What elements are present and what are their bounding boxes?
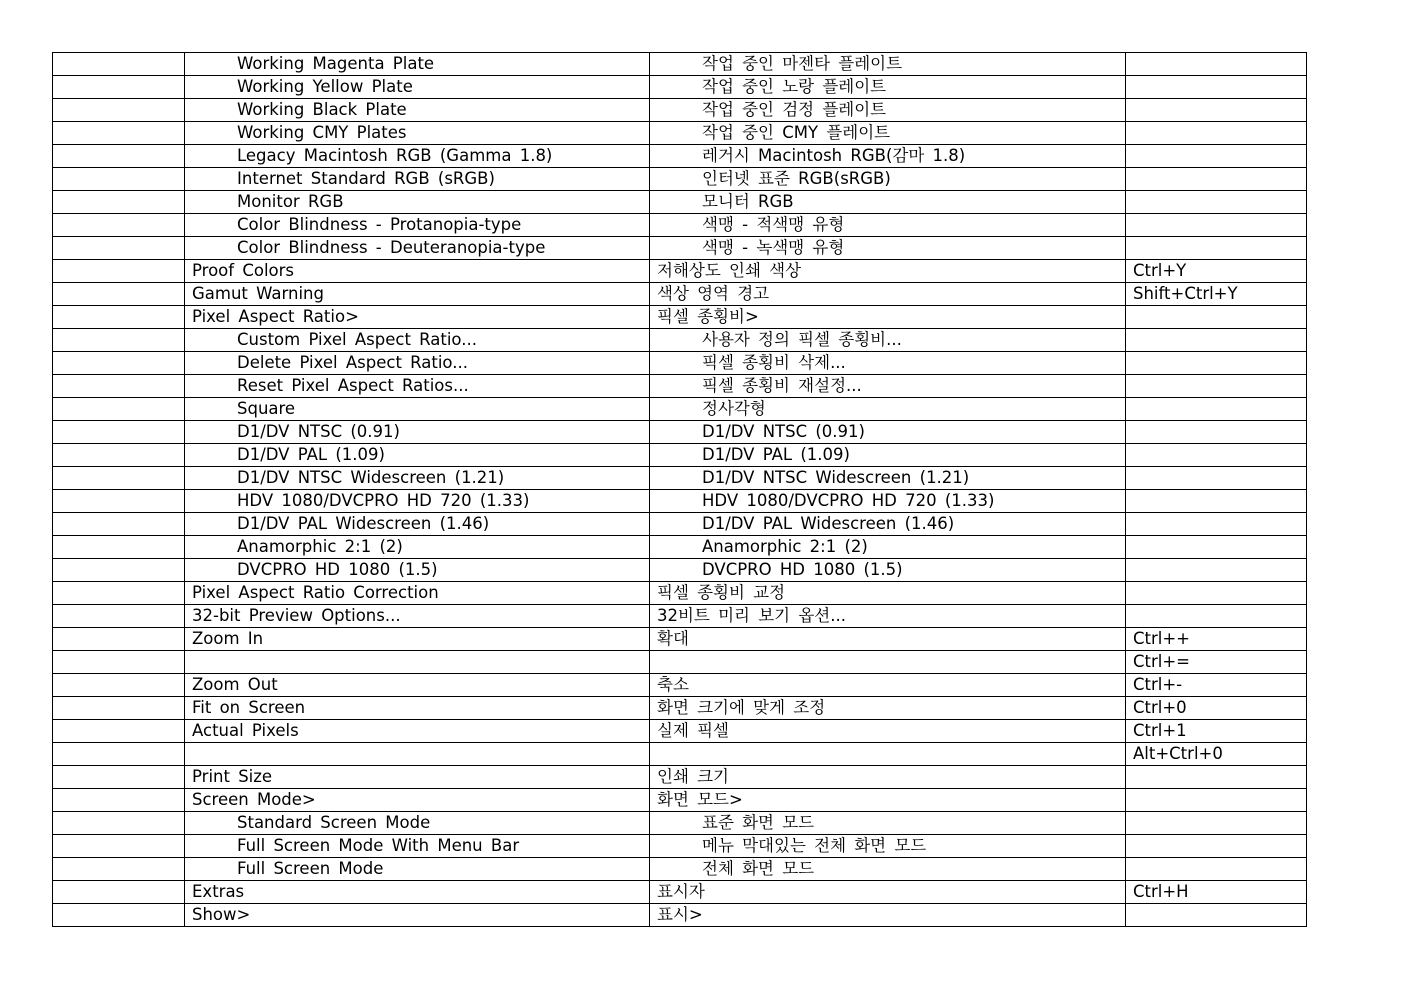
shortcut-cell: [1126, 352, 1307, 375]
korean-menu-item: [650, 651, 1126, 674]
blank-cell: [53, 398, 185, 421]
table-row: [53, 559, 1307, 582]
table-row: [53, 835, 1307, 858]
english-menu-item: Working Black Plate: [185, 99, 650, 122]
blank-cell: [53, 812, 185, 835]
shortcut-cell: Ctrl+H: [1126, 881, 1307, 904]
korean-menu-item: 색상 영역 경고: [650, 283, 1126, 306]
shortcut-cell: [1126, 467, 1307, 490]
english-menu-item: Color Blindness - Protanopia-type: [185, 214, 650, 237]
korean-menu-item: 표시자: [650, 881, 1126, 904]
english-menu-item: Pixel Aspect Ratio Correction: [185, 582, 650, 605]
english-menu-item: Legacy Macintosh RGB (Gamma 1.8): [185, 145, 650, 168]
table-row: [53, 628, 1307, 651]
english-menu-item: [185, 651, 650, 674]
english-menu-item: DVCPRO HD 1080 (1.5): [185, 559, 650, 582]
blank-cell: [53, 628, 185, 651]
blank-cell: [53, 329, 185, 352]
table-row: [53, 812, 1307, 835]
blank-cell: [53, 191, 185, 214]
table-row: [53, 145, 1307, 168]
blank-cell: [53, 582, 185, 605]
blank-cell: [53, 559, 185, 582]
english-menu-item: D1/DV NTSC (0.91): [185, 421, 650, 444]
korean-menu-item: 화면 크기에 맞게 조정: [650, 697, 1126, 720]
table-row: [53, 398, 1307, 421]
korean-menu-item: 픽셀 종횡비>: [650, 306, 1126, 329]
korean-menu-item: 저해상도 인쇄 색상: [650, 260, 1126, 283]
korean-menu-item: 인터넷 표준 RGB(sRGB): [650, 168, 1126, 191]
english-menu-item: 32-bit Preview Options...: [185, 605, 650, 628]
table-row: [53, 904, 1307, 927]
english-menu-item: Internet Standard RGB (sRGB): [185, 168, 650, 191]
english-menu-item: Proof Colors: [185, 260, 650, 283]
shortcut-cell: [1126, 99, 1307, 122]
blank-cell: [53, 605, 185, 628]
english-menu-item: Pixel Aspect Ratio>: [185, 306, 650, 329]
table-row: [53, 674, 1307, 697]
english-menu-item: Print Size: [185, 766, 650, 789]
english-menu-item: Anamorphic 2:1 (2): [185, 536, 650, 559]
english-menu-item: Full Screen Mode With Menu Bar: [185, 835, 650, 858]
korean-menu-item: 레거시 Macintosh RGB(감마 1.8): [650, 145, 1126, 168]
table-row: [53, 214, 1307, 237]
blank-cell: [53, 766, 185, 789]
table-row: [53, 168, 1307, 191]
english-menu-item: Zoom In: [185, 628, 650, 651]
english-menu-item: Monitor RGB: [185, 191, 650, 214]
english-menu-item: [185, 743, 650, 766]
blank-cell: [53, 352, 185, 375]
blank-cell: [53, 260, 185, 283]
blank-cell: [53, 53, 185, 76]
shortcut-cell: Ctrl+-: [1126, 674, 1307, 697]
shortcut-cell: [1126, 237, 1307, 260]
korean-menu-item: 축소: [650, 674, 1126, 697]
korean-menu-item: DVCPRO HD 1080 (1.5): [650, 559, 1126, 582]
shortcut-cell: [1126, 789, 1307, 812]
table-body: [53, 53, 1307, 927]
english-menu-item: HDV 1080/DVCPRO HD 720 (1.33): [185, 490, 650, 513]
korean-menu-item: D1/DV PAL Widescreen (1.46): [650, 513, 1126, 536]
shortcut-cell: [1126, 490, 1307, 513]
table-row: [53, 881, 1307, 904]
table-row: [53, 513, 1307, 536]
blank-cell: [53, 168, 185, 191]
table-row: [53, 858, 1307, 881]
shortcut-cell: Ctrl+0: [1126, 697, 1307, 720]
english-menu-item: D1/DV PAL (1.09): [185, 444, 650, 467]
shortcut-cell: [1126, 858, 1307, 881]
blank-cell: [53, 835, 185, 858]
table-row: [53, 53, 1307, 76]
english-menu-item: Delete Pixel Aspect Ratio...: [185, 352, 650, 375]
english-menu-item: Fit on Screen: [185, 697, 650, 720]
korean-menu-item: 작업 중인 검정 플레이트: [650, 99, 1126, 122]
table-row: [53, 76, 1307, 99]
blank-cell: [53, 674, 185, 697]
table-row: [53, 697, 1307, 720]
korean-menu-item: 정사각형: [650, 398, 1126, 421]
menu-translation-table: [52, 52, 1307, 927]
korean-menu-item: 표준 화면 모드: [650, 812, 1126, 835]
table-row: [53, 766, 1307, 789]
blank-cell: [53, 99, 185, 122]
blank-cell: [53, 375, 185, 398]
shortcut-cell: [1126, 306, 1307, 329]
shortcut-cell: [1126, 53, 1307, 76]
shortcut-cell: [1126, 76, 1307, 99]
blank-cell: [53, 214, 185, 237]
english-menu-item: Color Blindness - Deuteranopia-type: [185, 237, 650, 260]
korean-menu-item: D1/DV NTSC Widescreen (1.21): [650, 467, 1126, 490]
english-menu-item: Working Yellow Plate: [185, 76, 650, 99]
blank-cell: [53, 789, 185, 812]
english-menu-item: D1/DV PAL Widescreen (1.46): [185, 513, 650, 536]
blank-cell: [53, 76, 185, 99]
korean-menu-item: HDV 1080/DVCPRO HD 720 (1.33): [650, 490, 1126, 513]
table-row: [53, 191, 1307, 214]
english-menu-item: Reset Pixel Aspect Ratios...: [185, 375, 650, 398]
shortcut-cell: [1126, 835, 1307, 858]
blank-cell: [53, 858, 185, 881]
shortcut-cell: [1126, 444, 1307, 467]
table-row: [53, 306, 1307, 329]
table-row: [53, 260, 1307, 283]
korean-menu-item: 사용자 정의 픽셀 종횡비...: [650, 329, 1126, 352]
korean-menu-item: 작업 중인 마젠타 플레이트: [650, 53, 1126, 76]
table-row: [53, 582, 1307, 605]
korean-menu-item: 메뉴 막대있는 전체 화면 모드: [650, 835, 1126, 858]
english-menu-item: Show>: [185, 904, 650, 927]
blank-cell: [53, 306, 185, 329]
english-menu-item: Standard Screen Mode: [185, 812, 650, 835]
shortcut-cell: Alt+Ctrl+0: [1126, 743, 1307, 766]
table-row: [53, 490, 1307, 513]
shortcut-cell: [1126, 214, 1307, 237]
blank-cell: [53, 513, 185, 536]
blank-cell: [53, 720, 185, 743]
table-row: [53, 467, 1307, 490]
blank-cell: [53, 490, 185, 513]
shortcut-cell: [1126, 559, 1307, 582]
blank-cell: [53, 904, 185, 927]
shortcut-cell: [1126, 582, 1307, 605]
english-menu-item: Working CMY Plates: [185, 122, 650, 145]
korean-menu-item: Anamorphic 2:1 (2): [650, 536, 1126, 559]
korean-menu-item: 화면 모드>: [650, 789, 1126, 812]
table-row: [53, 789, 1307, 812]
table-row: [53, 651, 1307, 674]
korean-menu-item: 작업 중인 노랑 플레이트: [650, 76, 1126, 99]
korean-menu-item: 전체 화면 모드: [650, 858, 1126, 881]
shortcut-cell: [1126, 766, 1307, 789]
table-row: [53, 444, 1307, 467]
shortcut-cell: Ctrl+=: [1126, 651, 1307, 674]
shortcut-cell: [1126, 904, 1307, 927]
korean-menu-item: 인쇄 크기: [650, 766, 1126, 789]
blank-cell: [53, 697, 185, 720]
korean-menu-item: 실제 픽셀: [650, 720, 1126, 743]
blank-cell: [53, 237, 185, 260]
shortcut-cell: [1126, 421, 1307, 444]
blank-cell: [53, 421, 185, 444]
shortcut-cell: [1126, 168, 1307, 191]
shortcut-cell: [1126, 375, 1307, 398]
blank-cell: [53, 881, 185, 904]
english-menu-item: Gamut Warning: [185, 283, 650, 306]
english-menu-item: Extras: [185, 881, 650, 904]
shortcut-cell: Ctrl++: [1126, 628, 1307, 651]
korean-menu-item: 모니터 RGB: [650, 191, 1126, 214]
table-row: [53, 536, 1307, 559]
english-menu-item: Square: [185, 398, 650, 421]
korean-menu-item: 작업 중인 CMY 플레이트: [650, 122, 1126, 145]
english-menu-item: Working Magenta Plate: [185, 53, 650, 76]
table-row: [53, 329, 1307, 352]
korean-menu-item: 픽셀 종횡비 교정: [650, 582, 1126, 605]
korean-menu-item: 색맹 - 적색맹 유형: [650, 214, 1126, 237]
blank-cell: [53, 122, 185, 145]
blank-cell: [53, 536, 185, 559]
shortcut-cell: [1126, 122, 1307, 145]
shortcut-cell: [1126, 536, 1307, 559]
korean-menu-item: 확대: [650, 628, 1126, 651]
korean-menu-item: 표시>: [650, 904, 1126, 927]
shortcut-cell: [1126, 605, 1307, 628]
table-row: [53, 283, 1307, 306]
korean-menu-item: 픽셀 종횡비 재설정...: [650, 375, 1126, 398]
english-menu-item: D1/DV NTSC Widescreen (1.21): [185, 467, 650, 490]
table-row: [53, 375, 1307, 398]
english-menu-item: Custom Pixel Aspect Ratio...: [185, 329, 650, 352]
shortcut-cell: Shift+Ctrl+Y: [1126, 283, 1307, 306]
table-row: [53, 743, 1307, 766]
shortcut-cell: [1126, 398, 1307, 421]
korean-menu-item: 색맹 - 녹색맹 유형: [650, 237, 1126, 260]
shortcut-cell: Ctrl+1: [1126, 720, 1307, 743]
blank-cell: [53, 283, 185, 306]
table-row: [53, 99, 1307, 122]
blank-cell: [53, 651, 185, 674]
blank-cell: [53, 743, 185, 766]
english-menu-item: Full Screen Mode: [185, 858, 650, 881]
shortcut-cell: [1126, 812, 1307, 835]
table-row: [53, 237, 1307, 260]
shortcut-cell: Ctrl+Y: [1126, 260, 1307, 283]
english-menu-item: Actual Pixels: [185, 720, 650, 743]
shortcut-cell: [1126, 145, 1307, 168]
korean-menu-item: D1/DV PAL (1.09): [650, 444, 1126, 467]
korean-menu-item: D1/DV NTSC (0.91): [650, 421, 1126, 444]
korean-menu-item: 픽셀 종횡비 삭제...: [650, 352, 1126, 375]
table-row: [53, 720, 1307, 743]
english-menu-item: Zoom Out: [185, 674, 650, 697]
table-row: [53, 352, 1307, 375]
table-row: [53, 605, 1307, 628]
table-row: [53, 421, 1307, 444]
blank-cell: [53, 467, 185, 490]
blank-cell: [53, 145, 185, 168]
korean-menu-item: 32비트 미리 보기 옵션...: [650, 605, 1126, 628]
korean-menu-item: [650, 743, 1126, 766]
table-row: [53, 122, 1307, 145]
shortcut-cell: [1126, 513, 1307, 536]
blank-cell: [53, 444, 185, 467]
english-menu-item: Screen Mode>: [185, 789, 650, 812]
shortcut-cell: [1126, 191, 1307, 214]
shortcut-cell: [1126, 329, 1307, 352]
